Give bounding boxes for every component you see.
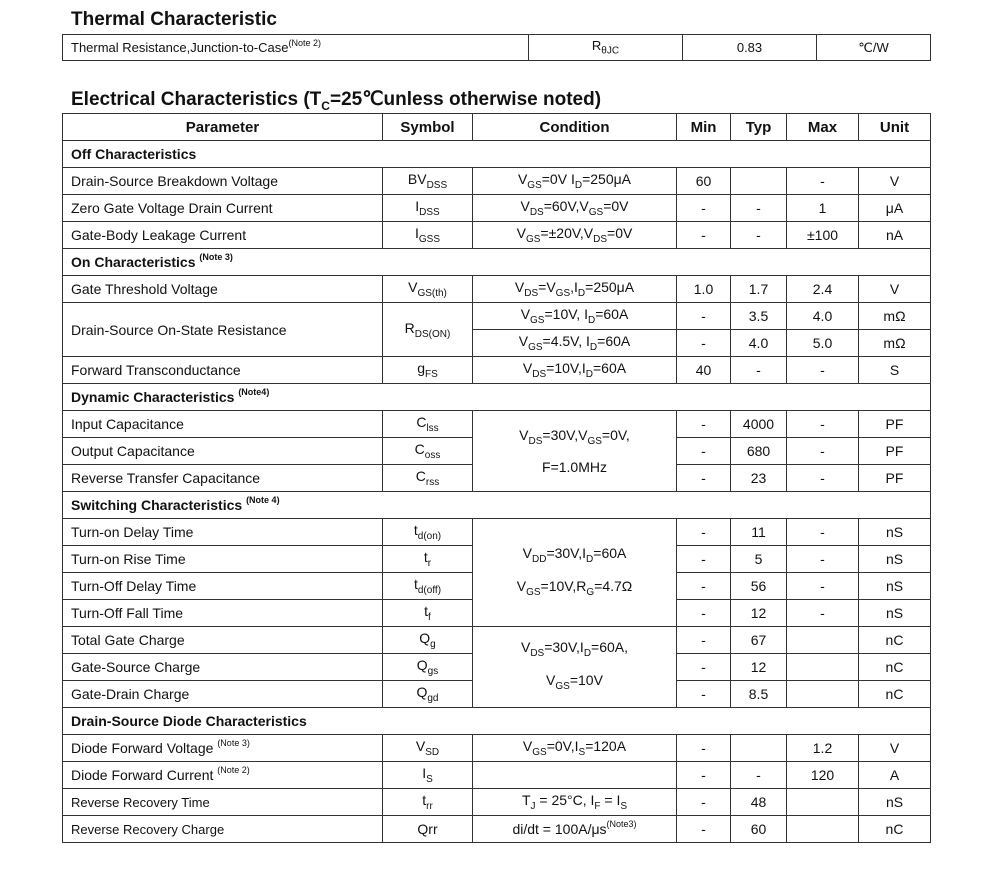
symbol-cell: $C_{oss}$ bbox=[383, 438, 473, 465]
thermal-table bbox=[62, 34, 931, 61]
typ-cell: 8.5 bbox=[731, 681, 787, 708]
condition-cell: $V_{GS}=0V,I_S=120A$ bbox=[473, 735, 677, 762]
symbol-cell: $t_{d(on)}$ bbox=[383, 519, 473, 546]
min-cell: - bbox=[677, 303, 731, 330]
header-row bbox=[63, 114, 931, 141]
min-cell: - bbox=[677, 789, 731, 816]
table-row bbox=[63, 195, 931, 222]
unit-cell: nS bbox=[859, 789, 931, 816]
header-condition: Condition bbox=[473, 114, 677, 141]
condition-cell: $V_{GS}=0V$ $I_D=250\mu A$ bbox=[473, 168, 677, 195]
max-cell bbox=[787, 789, 859, 816]
symbol-cell: $g_{FS}$ bbox=[383, 357, 473, 384]
typ-cell: 12 bbox=[731, 600, 787, 627]
param-cell: Input Capacitance bbox=[63, 411, 383, 438]
unit-cell: mΩ bbox=[859, 303, 931, 330]
typ-cell: 680 bbox=[731, 438, 787, 465]
max-cell: 120 bbox=[787, 762, 859, 789]
typ-cell: 12 bbox=[731, 654, 787, 681]
condition-cell: $V_{DS}=60V,V_{GS}=0V$ bbox=[473, 195, 677, 222]
min-cell: - bbox=[677, 573, 731, 600]
max-cell: - bbox=[787, 168, 859, 195]
unit-cell: nS bbox=[859, 519, 931, 546]
section-dynamic: Dynamic Characteristics $^{(Note4)}$ bbox=[63, 384, 931, 411]
param-cell: Forward Transconductance bbox=[63, 357, 383, 384]
symbol-cell: $C_{rss}$ bbox=[383, 465, 473, 492]
condition-cell bbox=[473, 762, 677, 789]
max-cell: 1.2 bbox=[787, 735, 859, 762]
param-cell: Drain-Source Breakdown Voltage bbox=[63, 168, 383, 195]
table-row bbox=[63, 816, 931, 843]
table-row bbox=[63, 627, 931, 654]
symbol-cell: $BV_{DSS}$ bbox=[383, 168, 473, 195]
symbol-cell: $I_S$ bbox=[383, 762, 473, 789]
unit-cell: V bbox=[859, 168, 931, 195]
max-cell: - bbox=[787, 411, 859, 438]
table-row bbox=[63, 519, 931, 546]
condition-cell: $V_{GS}=4.5V$, $I_D=60A$ bbox=[473, 330, 677, 357]
typ-cell: - bbox=[731, 222, 787, 249]
unit-cell: nC bbox=[859, 816, 931, 843]
typ-cell bbox=[731, 168, 787, 195]
typ-cell: 56 bbox=[731, 573, 787, 600]
condition-cell: $V_{GS}=\pm 20V,V_{DS}=0V$ bbox=[473, 222, 677, 249]
max-cell bbox=[787, 627, 859, 654]
max-cell bbox=[787, 654, 859, 681]
min-cell: - bbox=[677, 330, 731, 357]
param-cell: Diode Forward Current $^{(Note 2)}$ bbox=[63, 762, 383, 789]
section-row bbox=[63, 249, 931, 276]
symbol-cell: $Q_g$ bbox=[383, 627, 473, 654]
typ-cell: 1.7 bbox=[731, 276, 787, 303]
symbol-cell: Qrr bbox=[383, 816, 473, 843]
section-on: On Characteristics $^{(Note 3)}$ bbox=[63, 249, 931, 276]
thermal-unit: ℃/W bbox=[817, 35, 931, 61]
symbol-cell: $C_{lss}$ bbox=[383, 411, 473, 438]
unit-cell: nS bbox=[859, 573, 931, 600]
unit-cell: mΩ bbox=[859, 330, 931, 357]
unit-cell: nA bbox=[859, 222, 931, 249]
min-cell: - bbox=[677, 762, 731, 789]
param-cell: Drain-Source On-State Resistance bbox=[63, 303, 383, 357]
unit-cell: PF bbox=[859, 411, 931, 438]
typ-cell: 60 bbox=[731, 816, 787, 843]
electrical-title: Electrical Characteristics ($T_C=25℃unless$ otherwise noted) bbox=[71, 89, 602, 113]
symbol-cell: $I_{GSS}$ bbox=[383, 222, 473, 249]
param-cell: Diode Forward Voltage $^{(Note 3)}$ bbox=[63, 735, 383, 762]
typ-cell: 23 bbox=[731, 465, 787, 492]
unit-cell: nC bbox=[859, 654, 931, 681]
min-cell: - bbox=[677, 681, 731, 708]
max-cell: ±100 bbox=[787, 222, 859, 249]
condition-cell: $V_{DS}=30V,V_{GS}=0V$, F=1.0MHz bbox=[473, 411, 677, 492]
typ-cell: 4.0 bbox=[731, 330, 787, 357]
condition-cell: $V_{GS}=10V$, $I_D=60A$ bbox=[473, 303, 677, 330]
header-parameter: Parameter bbox=[63, 114, 383, 141]
section-row bbox=[63, 492, 931, 519]
unit-cell: nS bbox=[859, 600, 931, 627]
symbol-cell: $t_{rr}$ bbox=[383, 789, 473, 816]
table-row bbox=[63, 168, 931, 195]
max-cell bbox=[787, 816, 859, 843]
unit-cell: S bbox=[859, 357, 931, 384]
min-cell: - bbox=[677, 222, 731, 249]
max-cell: - bbox=[787, 357, 859, 384]
header-max: Max bbox=[787, 114, 859, 141]
symbol-cell: $t_f$ bbox=[383, 600, 473, 627]
min-cell: - bbox=[677, 438, 731, 465]
thermal-title: Thermal Characteristic bbox=[71, 9, 277, 30]
param-cell: Reverse Transfer Capacitance bbox=[63, 465, 383, 492]
typ-cell: 48 bbox=[731, 789, 787, 816]
unit-cell: nC bbox=[859, 681, 931, 708]
condition-cell: $V_{DD}=30V,I_D=60A$ $V_{GS}=10V,R_G=4.7\Omega$ bbox=[473, 519, 677, 627]
typ-cell: - bbox=[731, 195, 787, 222]
symbol-cell: $t_r$ bbox=[383, 546, 473, 573]
max-cell: 2.4 bbox=[787, 276, 859, 303]
table-row bbox=[63, 735, 931, 762]
table-row bbox=[63, 762, 931, 789]
unit-cell: PF bbox=[859, 465, 931, 492]
unit-cell: nC bbox=[859, 627, 931, 654]
electrical-table bbox=[62, 113, 931, 843]
typ-cell bbox=[731, 735, 787, 762]
param-cell: Gate-Drain Charge bbox=[63, 681, 383, 708]
min-cell: - bbox=[677, 627, 731, 654]
min-cell: - bbox=[677, 600, 731, 627]
typ-cell: 11 bbox=[731, 519, 787, 546]
symbol-cell: $Q_{gs}$ bbox=[383, 654, 473, 681]
section-row bbox=[63, 384, 931, 411]
condition-cell: $V_{DS}=V_{GS},I_D=250\mu A$ bbox=[473, 276, 677, 303]
symbol-cell: $Q_{gd}$ bbox=[383, 681, 473, 708]
table-row bbox=[63, 789, 931, 816]
param-cell: Reverse Recovery Charge bbox=[63, 816, 383, 843]
min-cell: - bbox=[677, 195, 731, 222]
max-cell: 1 bbox=[787, 195, 859, 222]
min-cell: - bbox=[677, 654, 731, 681]
min-cell: - bbox=[677, 519, 731, 546]
condition-cell: $V_{DS}=30V,I_D=60A$, $V_{GS}=10V$ bbox=[473, 627, 677, 708]
unit-cell: nS bbox=[859, 546, 931, 573]
section-row bbox=[63, 141, 931, 168]
min-cell: 60 bbox=[677, 168, 731, 195]
param-cell: Gate-Source Charge bbox=[63, 654, 383, 681]
param-cell: Total Gate Charge bbox=[63, 627, 383, 654]
param-cell: Zero Gate Voltage Drain Current bbox=[63, 195, 383, 222]
min-cell: - bbox=[677, 411, 731, 438]
section-diode: Drain-Source Diode Characteristics bbox=[63, 708, 931, 735]
condition-cell: $di/dt = 100A/\mu s^{(Note3)}$ bbox=[473, 816, 677, 843]
unit-cell: A bbox=[859, 762, 931, 789]
typ-cell: 5 bbox=[731, 546, 787, 573]
max-cell: - bbox=[787, 546, 859, 573]
param-cell: Turn-on Rise Time bbox=[63, 546, 383, 573]
unit-cell: V bbox=[859, 735, 931, 762]
unit-cell: PF bbox=[859, 438, 931, 465]
max-cell: - bbox=[787, 465, 859, 492]
header-min: Min bbox=[677, 114, 731, 141]
section-off: Off Characteristics bbox=[63, 141, 931, 168]
unit-cell: μA bbox=[859, 195, 931, 222]
param-cell: Output Capacitance bbox=[63, 438, 383, 465]
min-cell: - bbox=[677, 735, 731, 762]
condition-cell: $V_{DS}=10V,I_D=60A$ bbox=[473, 357, 677, 384]
min-cell: 1.0 bbox=[677, 276, 731, 303]
min-cell: - bbox=[677, 465, 731, 492]
max-cell: - bbox=[787, 438, 859, 465]
typ-cell: 4000 bbox=[731, 411, 787, 438]
param-cell: Gate Threshold Voltage bbox=[63, 276, 383, 303]
symbol-cell: $V_{SD}$ bbox=[383, 735, 473, 762]
thermal-param: Thermal Resistance,Junction-to-Case$^{(Note 2)}$ bbox=[63, 35, 529, 61]
symbol-cell: $R_{DS(ON)}$ bbox=[383, 303, 473, 357]
table-row bbox=[63, 357, 931, 384]
max-cell: - bbox=[787, 600, 859, 627]
typ-cell: - bbox=[731, 357, 787, 384]
min-cell: - bbox=[677, 546, 731, 573]
param-cell: Turn-on Delay Time bbox=[63, 519, 383, 546]
thermal-symbol: $R_{\theta JC}$ bbox=[529, 35, 683, 61]
table-row bbox=[63, 303, 931, 330]
header-unit: Unit bbox=[859, 114, 931, 141]
max-cell: 5.0 bbox=[787, 330, 859, 357]
symbol-cell: $t_{d(off)}$ bbox=[383, 573, 473, 600]
section-row bbox=[63, 708, 931, 735]
symbol-cell: $I_{DSS}$ bbox=[383, 195, 473, 222]
thermal-value: 0.83 bbox=[683, 35, 817, 61]
condition-cell: $T_J = 25^\circ C$, $I_F = I_S$ bbox=[473, 789, 677, 816]
param-cell: Reverse Recovery Time bbox=[63, 789, 383, 816]
typ-cell: - bbox=[731, 762, 787, 789]
typ-cell: 3.5 bbox=[731, 303, 787, 330]
table-row bbox=[63, 276, 931, 303]
section-switching: Switching Characteristics $^{(Note 4)}$ bbox=[63, 492, 931, 519]
min-cell: 40 bbox=[677, 357, 731, 384]
param-cell: Turn-Off Delay Time bbox=[63, 573, 383, 600]
unit-cell: V bbox=[859, 276, 931, 303]
param-cell: Turn-Off Fall Time bbox=[63, 600, 383, 627]
max-cell bbox=[787, 681, 859, 708]
param-cell: Gate-Body Leakage Current bbox=[63, 222, 383, 249]
max-cell: - bbox=[787, 519, 859, 546]
header-typ: Typ bbox=[731, 114, 787, 141]
max-cell: 4.0 bbox=[787, 303, 859, 330]
table-row bbox=[63, 35, 931, 61]
max-cell: - bbox=[787, 573, 859, 600]
typ-cell: 67 bbox=[731, 627, 787, 654]
symbol-cell: $V_{GS(th)}$ bbox=[383, 276, 473, 303]
table-row bbox=[63, 411, 931, 438]
min-cell: - bbox=[677, 816, 731, 843]
header-symbol: Symbol bbox=[383, 114, 473, 141]
table-row bbox=[63, 222, 931, 249]
